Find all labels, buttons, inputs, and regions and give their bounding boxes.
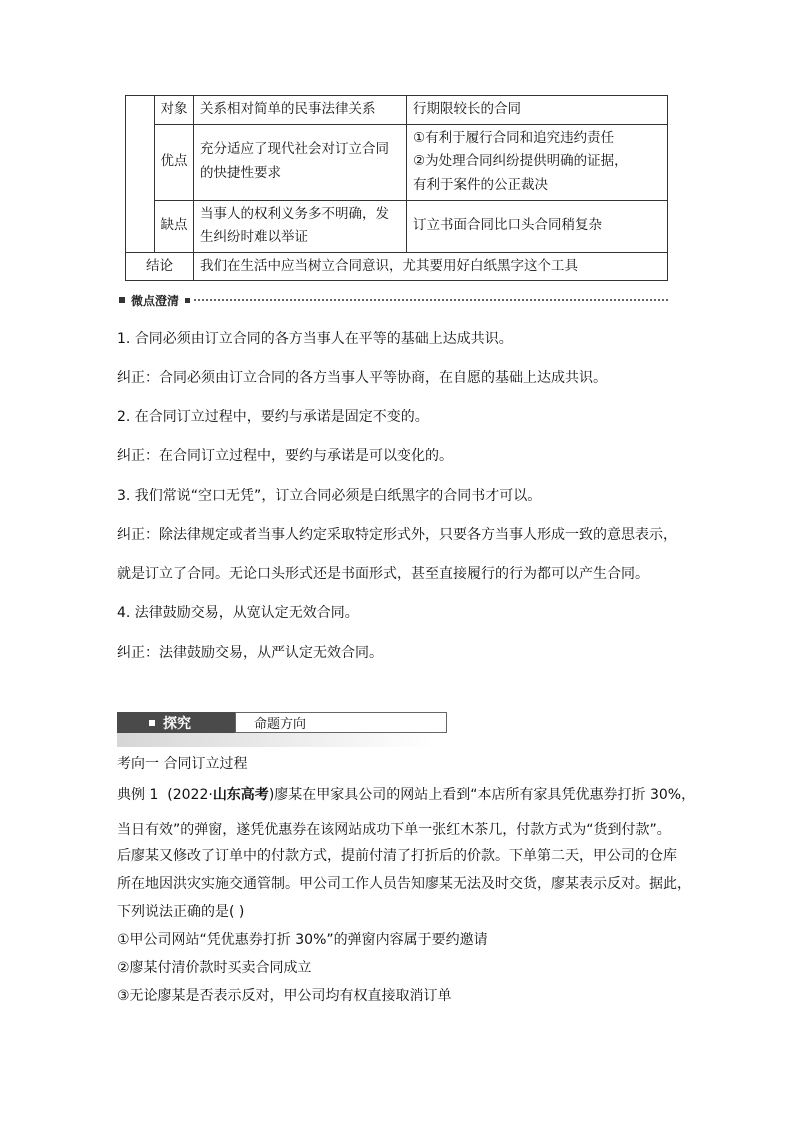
square-bullet-icon (185, 298, 190, 303)
row-label: 对象 (155, 96, 194, 125)
oral-form-cell: 当事人的权利义务多不明确，发生纠纷时难以举证 (194, 200, 407, 252)
clarification-heading-text: 微点澄清 (131, 293, 180, 308)
clarify-item: 3. 我们常说“空口无凭”，订立合同必须是白纸黑字的合同书才可以。 (117, 488, 542, 504)
oral-form-cell: 充分适应了现代社会对订立合同的快捷性要求 (194, 124, 407, 200)
dotted-divider (194, 299, 668, 301)
banner-light-tab: 命题方向 (235, 712, 447, 733)
table-row (126, 124, 668, 200)
row-label: 优点 (155, 124, 194, 200)
square-bullet-icon (119, 297, 125, 303)
example-source: 山东高考 (212, 787, 269, 803)
conclusion-text: 我们在生活中应当树立合同意识，尤其要用好白纸黑字这个工具 (194, 252, 668, 281)
table-row (126, 200, 668, 252)
clarify-item: 4. 法律鼓励交易，从宽认定无效合同。 (117, 605, 359, 621)
written-form-cell: 行期限较长的合同 (407, 96, 668, 125)
clarification-heading (117, 292, 670, 308)
banner-dark-tab: 探究 (117, 712, 235, 733)
clarify-correction: 纠正：除法律规定或者当事人约定采取特定形式外，只要各方当事人形成一致的意思表示， (117, 527, 677, 543)
clarify-item: 2. 在合同订立过程中，要约与承诺是固定不变的。 (117, 409, 429, 425)
contract-form-comparison-table (125, 95, 668, 281)
clarify-correction: 纠正：法律鼓励交易，从严认定无效合同。 (117, 645, 383, 661)
clarify-correction-cont: 就是订立了合同。无论口头形式还是书面形式，甚至直接履行的行为都可以产生合同。 (117, 566, 649, 582)
banner-gradient (117, 733, 433, 747)
example-label: 典例 1 (117, 787, 159, 803)
example-option: ①甲公司网站“凭优惠券打折 30%”的弹窗内容属于要约邀请 (117, 932, 488, 948)
example-option: ②廖某付清价款时买卖合同成立 (117, 960, 312, 976)
clarify-correction: 纠正：合同必须由订立合同的各方当事人平等协商，在自愿的基础上达成共识。 (117, 370, 607, 386)
section-banner (117, 710, 433, 736)
example-line: 下列说法正确的是( ) (117, 904, 245, 920)
example-line: 所在地因洪灾实施交通管制。甲公司工作人员告知廖某无法及时交货，廖某表示反对。据此， (117, 876, 691, 892)
conclusion-label: 结论 (126, 252, 194, 281)
written-form-cell: ①有利于履行合同和追究违约责任 ②为处理合同纠纷提供明确的证据， 有利于案件的公正裁决 (407, 124, 668, 200)
example-option: ③无论廖某是否表示反对，甲公司均有权直接取消订单 (117, 988, 452, 1004)
oral-form-cell: 关系相对简单的民事法律关系 (194, 96, 407, 125)
row-label: 缺点 (155, 200, 194, 252)
clarify-correction: 纠正：在合同订立过程中，要约与承诺是可以变化的。 (117, 448, 453, 464)
written-form-cell: 订立书面合同比口头合同稍复杂 (407, 200, 668, 252)
example-line: 当日有效”的弹窗，遂凭优惠券在该网站成功下单一张红木茶几，付款方式为“货到付款”。 (117, 822, 671, 838)
square-bullet-icon (149, 720, 155, 726)
table-row (126, 96, 668, 125)
table-row (126, 252, 668, 281)
merged-header-cell (126, 96, 155, 253)
example-first-line: 典例 1 (2022·山东高考)廖某在甲家具公司的网站上看到“本店所有家具凭优惠券打折 30%， (117, 787, 696, 803)
clarify-item: 1. 合同必须由订立合同的各方当事人在平等的基础上达成共识。 (117, 331, 513, 347)
example-line: 后廖某又修改了订单中的付款方式，提前付清了打折后的价款。下单第二天，甲公司的仓库 (117, 848, 677, 864)
direction-heading: 考向一 合同订立过程 (117, 756, 248, 772)
